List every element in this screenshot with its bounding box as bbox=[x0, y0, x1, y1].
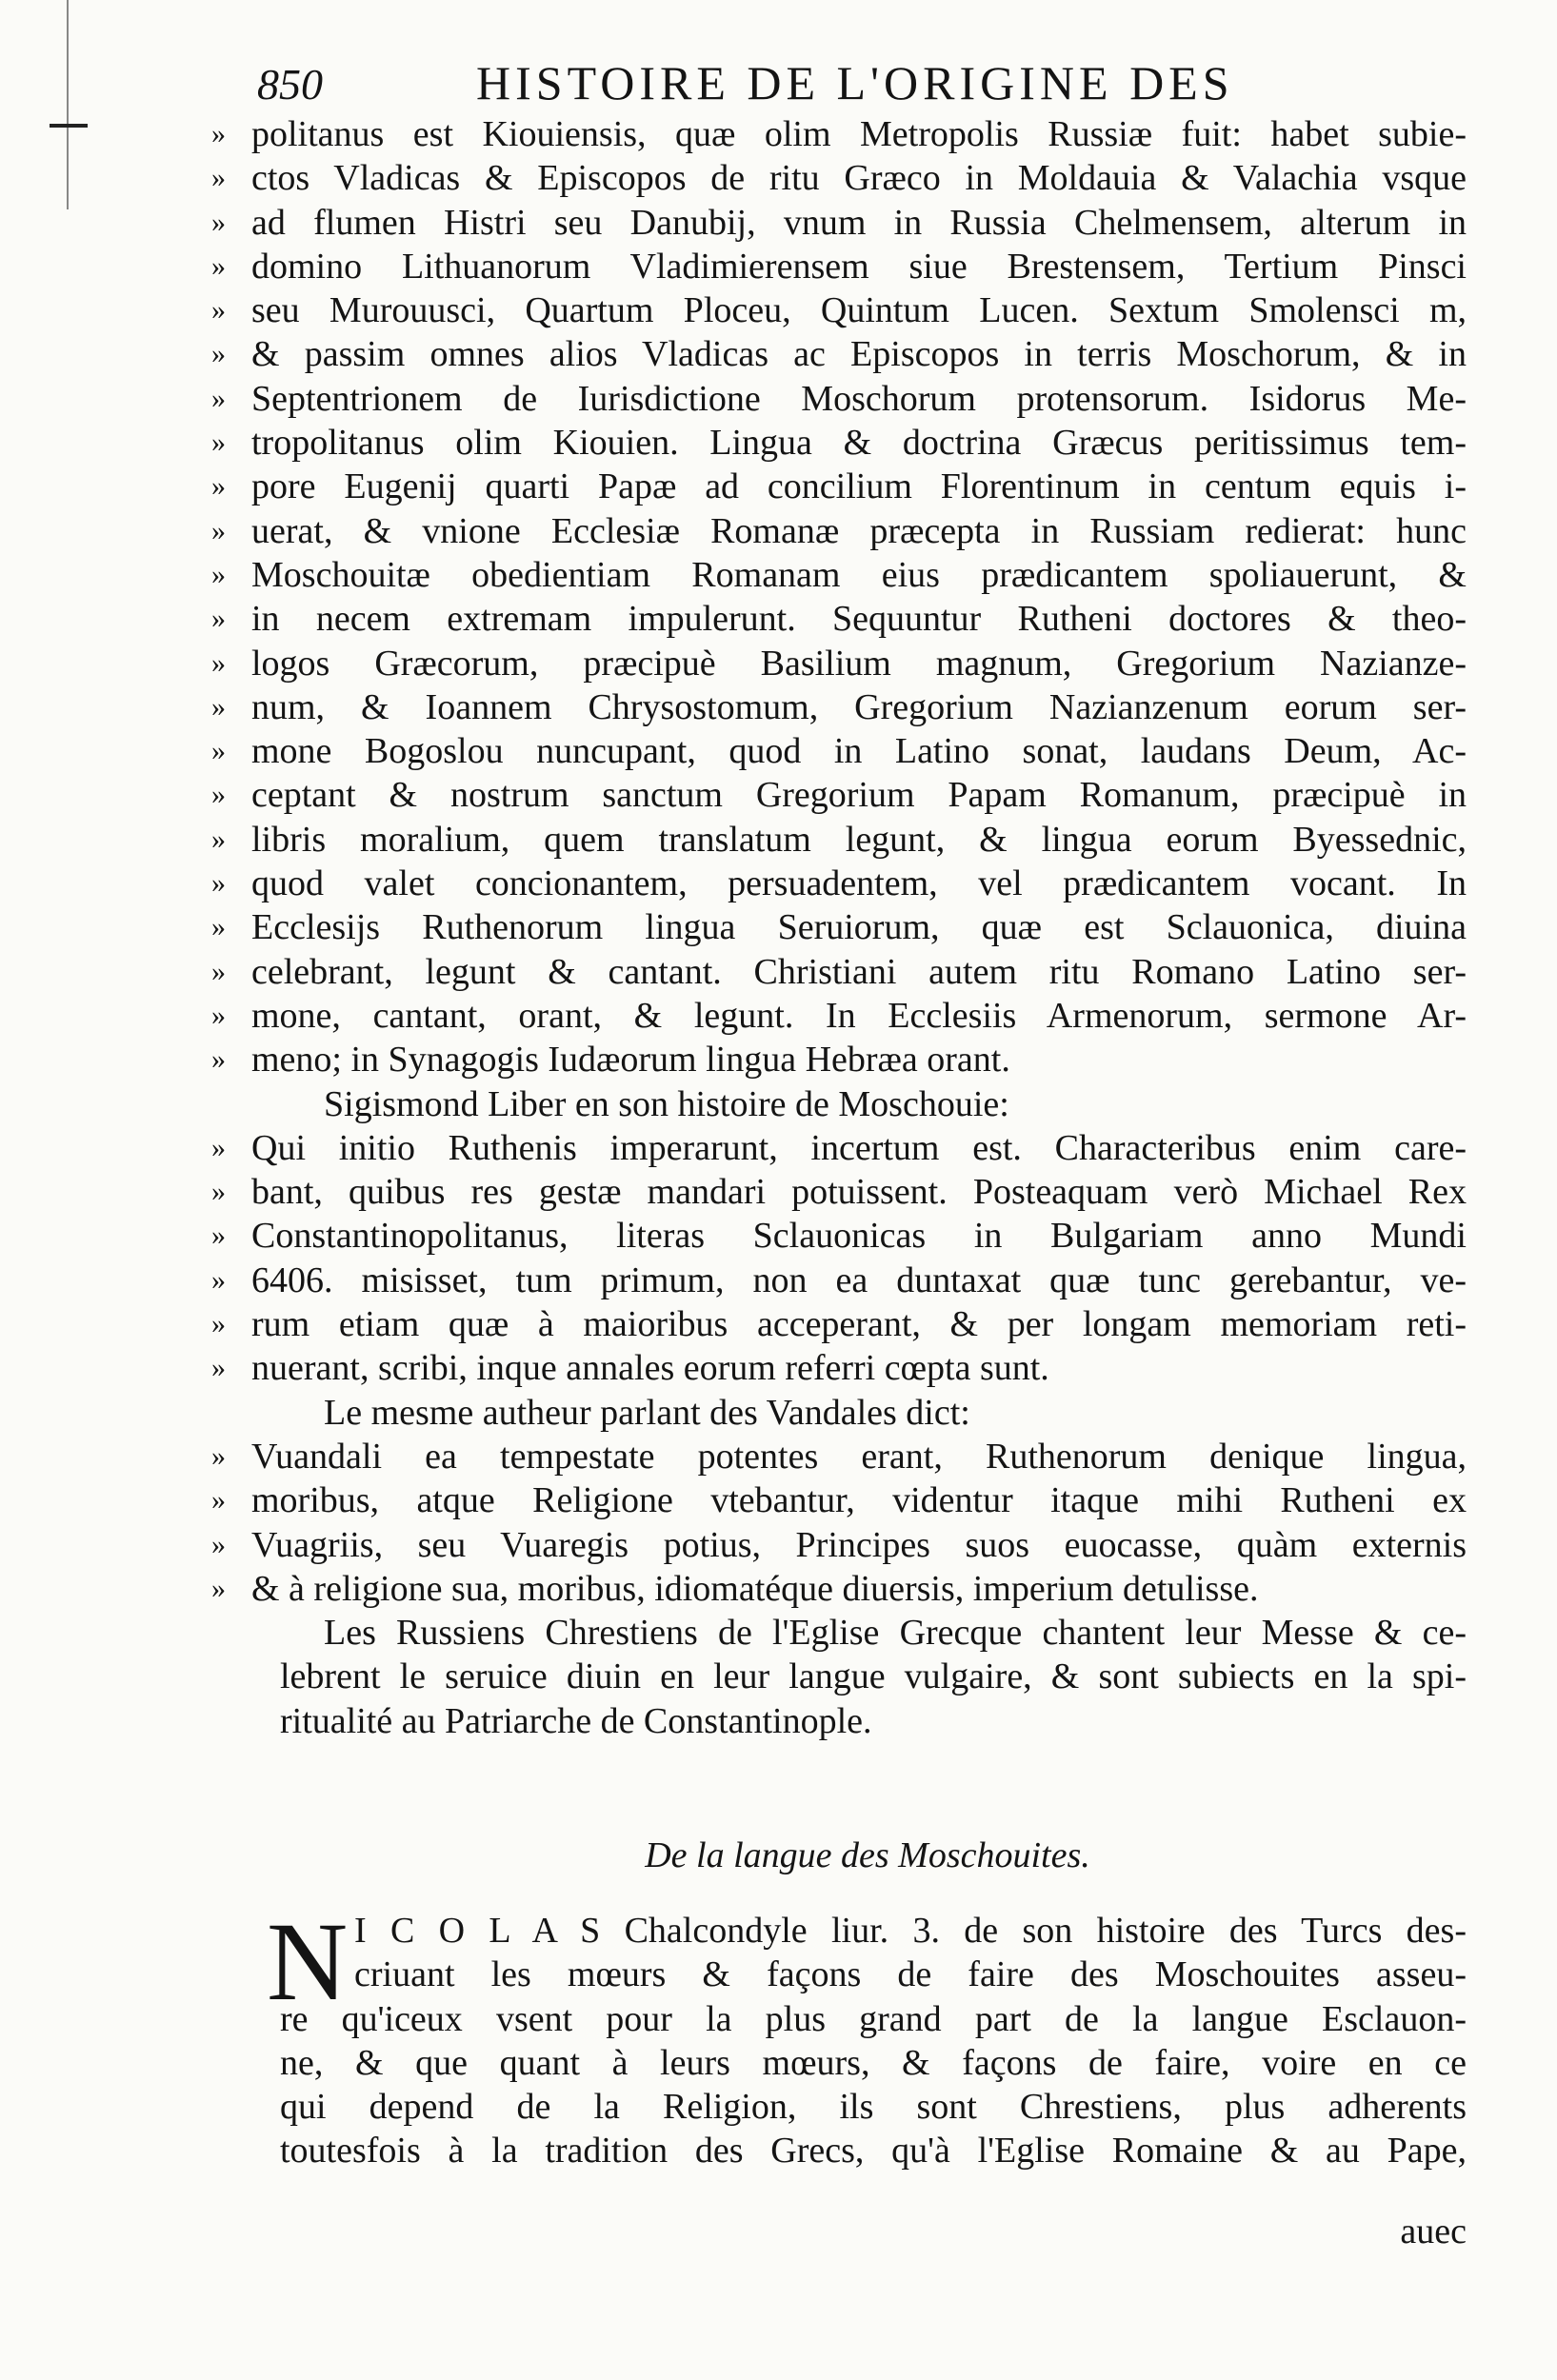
text-line: » celebrant, legunt & cantant. Christiani autem ritu Romano Latino ser- bbox=[211, 950, 1467, 994]
chalcondyle-paragraph bbox=[211, 1898, 1467, 2173]
page-header bbox=[257, 55, 1495, 112]
text-line: » domino Lithuanorum Vladimierensem siue Brestensem, Tertium Pinsci bbox=[211, 245, 1467, 288]
text-line: » & passim omnes alios Vladicas ac Episcopos in terris Moschorum, & in bbox=[211, 332, 1467, 376]
text-line: qui depend de la Religion, ils sont Chrestiens, plus adherents bbox=[280, 2087, 1467, 2128]
text-line: » Septentrionem de Iurisdictione Moschorum protensorum. Isidorus Me- bbox=[211, 377, 1467, 421]
quote-mark: » bbox=[211, 735, 226, 767]
quote-mark: » bbox=[211, 603, 226, 635]
text-line: » rum etiam quæ à maioribus acceperant, & per longam memoriam reti- bbox=[211, 1302, 1467, 1346]
text-line: » libris moralium, quem translatum legunt, & lingua eorum Byessednic, bbox=[211, 818, 1467, 862]
quote-mark: » bbox=[211, 1176, 226, 1208]
text-line: » Constantinopolitanus, literas Sclauonicas in Bulgariam anno Mundi bbox=[211, 1214, 1467, 1258]
text-line: » num, & Ioannem Chrysostomum, Gregorium Nazianzenum eorum ser- bbox=[211, 685, 1467, 729]
vandales-intro: Le mesme autheur parlant des Vandales dict: bbox=[324, 1392, 970, 1433]
text-line: » politanus est Kiouiensis, quæ olim Metropolis Russiæ fuit: habet subie- bbox=[211, 112, 1467, 156]
quote-mark: » bbox=[211, 1484, 226, 1517]
quote-mark: » bbox=[211, 294, 226, 327]
text-line: » mone, cantant, orant, & legunt. In Ecclesiis Armenorum, sermone Ar- bbox=[211, 994, 1467, 1038]
vandales-quotation bbox=[211, 1435, 1467, 1611]
text-line: lebrent le seruice diuin en leur langue vulgaire, & sont subiects en la spi- bbox=[280, 1656, 1467, 1697]
text-line: » Moschouitæ obedientiam Romanam eius prædicantem spoliauerunt, & bbox=[211, 553, 1467, 597]
catchword: auec bbox=[1400, 2211, 1467, 2251]
quote-mark: » bbox=[211, 514, 226, 546]
sigismond-quotation bbox=[211, 1126, 1467, 1391]
text-line: » in necem extremam impulerunt. Sequuntur Rutheni doctores & theo- bbox=[211, 597, 1467, 641]
text-line: » tropolitanus olim Kiouien. Lingua & doctrina Græcus peritissimus tem- bbox=[211, 421, 1467, 465]
text-line: » Vuagriis, seu Vuaregis potius, Principes suos euocasse, quàm externis bbox=[211, 1523, 1467, 1567]
quote-mark: » bbox=[211, 779, 226, 811]
quote-mark: » bbox=[211, 646, 226, 679]
text-line: re qu'iceux vsent pour la plus grand part de la langue Esclauon- bbox=[280, 1998, 1467, 2039]
text-line: » pore Eugenij quarti Papæ ad concilium Florentinum in centum equis i- bbox=[211, 465, 1467, 508]
quote-mark: » bbox=[211, 338, 226, 370]
sigismond-intro: Sigismond Liber en son histoire de Moschouie: bbox=[324, 1083, 1009, 1124]
quote-mark: » bbox=[211, 823, 226, 855]
quote-mark: » bbox=[211, 999, 226, 1031]
text-line: » ceptant & nostrum sanctum Gregorium Papam Romanum, præcipuè in bbox=[211, 773, 1467, 817]
text-line: » bant, quibus res gestæ mandari potuissent. Posteaquam verò Michael Rex bbox=[211, 1170, 1467, 1214]
quote-mark: » bbox=[211, 955, 226, 987]
text-line: toutesfois à la tradition des Grecs, qu'à l'Eglise Romaine & au Pape, bbox=[280, 2131, 1467, 2172]
text-line: » Qui initio Ruthenis imperarunt, incertum est. Characteribus enim care- bbox=[211, 1126, 1467, 1170]
quote-mark: » bbox=[211, 382, 226, 414]
text-line: I C O L A S Chalcondyle liur. 3. de son histoire des Turcs des- bbox=[354, 1910, 1467, 1951]
quote-mark: » bbox=[211, 249, 226, 282]
quote-mark: » bbox=[211, 1572, 226, 1604]
quote-mark: » bbox=[211, 1263, 226, 1296]
quote-mark: » bbox=[211, 558, 226, 590]
text-line: » seu Murouusci, Quartum Ploceu, Quintum Lucen. Sextum Smolensci m, bbox=[211, 288, 1467, 332]
text-line: » nuerant, scribi, inque annales eorum referri cœpta sunt. bbox=[211, 1346, 1467, 1390]
quote-mark: » bbox=[211, 1131, 226, 1163]
text-line: » logos Græcorum, præcipuè Basilium magnum, Gregorium Nazianze- bbox=[211, 642, 1467, 685]
text-line: » ctos Vladicas & Episcopos de ritu Græco in Moldauia & Valachia vsque bbox=[211, 156, 1467, 200]
quote-mark: » bbox=[211, 1439, 226, 1472]
text-line: criuant les mœurs & façons de faire des Moschouites asseu- bbox=[354, 1954, 1467, 1995]
quote-mark: » bbox=[211, 1528, 226, 1560]
drop-cap: N bbox=[267, 1898, 349, 2024]
page-number: 850 bbox=[257, 60, 323, 109]
quote-mark: » bbox=[211, 206, 226, 238]
text-line: » meno; in Synagogis Iudæorum lingua Hebræa orant. bbox=[211, 1038, 1467, 1081]
quote-mark: » bbox=[211, 1043, 226, 1076]
text-line: » Vuandali ea tempestate potentes erant, Ruthenorum denique lingua, bbox=[211, 1435, 1467, 1478]
page-body bbox=[211, 112, 1467, 2173]
quote-mark: » bbox=[211, 426, 226, 459]
latin-quotation bbox=[211, 112, 1467, 1082]
quote-mark: » bbox=[211, 867, 226, 900]
quote-mark: » bbox=[211, 690, 226, 723]
text-line: » quod valet concionantem, persuadentem, vel prædicantem vocant. In bbox=[211, 862, 1467, 905]
quote-mark: » bbox=[211, 162, 226, 194]
text-line: » moribus, atque Religione vtebantur, videntur itaque mihi Rutheni ex bbox=[211, 1478, 1467, 1522]
text-line: » & à religione sua, moribus, idiomatéque diuersis, imperium detulisse. bbox=[211, 1567, 1467, 1611]
binding-mark bbox=[50, 124, 88, 128]
text-line: » mone Bogoslou nuncupant, quod in Latino sonat, laudans Deum, Ac- bbox=[211, 729, 1467, 773]
binding-shadow bbox=[67, 0, 69, 209]
quote-mark: » bbox=[211, 470, 226, 503]
section-gap bbox=[211, 1884, 1467, 1909]
quote-mark: » bbox=[211, 1352, 226, 1384]
section-heading: De la langue des Moschouites. bbox=[645, 1835, 1090, 1875]
text-line: Les Russiens Chrestiens de l'Eglise Grecque chantent leur Messe & ce- bbox=[324, 1613, 1467, 1654]
quote-mark: » bbox=[211, 1220, 226, 1252]
text-line: » ad flumen Histri seu Danubij, vnum in Russia Chelmensem, alterum in bbox=[211, 201, 1467, 245]
russiens-paragraph bbox=[211, 1611, 1467, 1743]
quote-mark: » bbox=[211, 911, 226, 943]
running-title: HISTOIRE DE L'ORIGINE DES bbox=[476, 56, 1234, 109]
text-line: ritualité au Patriarche de Constantinople. bbox=[280, 1700, 872, 1741]
section-gap bbox=[211, 1743, 1467, 1827]
text-line: » uerat, & vnione Ecclesiæ Romanæ præcepta in Russiam redierat: hunc bbox=[211, 509, 1467, 553]
text-line: » 6406. misisset, tum primum, non ea duntaxat quæ tunc gerebantur, ve- bbox=[211, 1259, 1467, 1302]
quote-mark: » bbox=[211, 1308, 226, 1340]
quote-mark: » bbox=[211, 118, 226, 149]
text-line: ne, & que quant à leurs mœurs, & façons de faire, voire en ce bbox=[280, 2042, 1467, 2083]
text-line: » Ecclesijs Ruthenorum lingua Seruiorum, quæ est Sclauonica, diuina bbox=[211, 905, 1467, 949]
